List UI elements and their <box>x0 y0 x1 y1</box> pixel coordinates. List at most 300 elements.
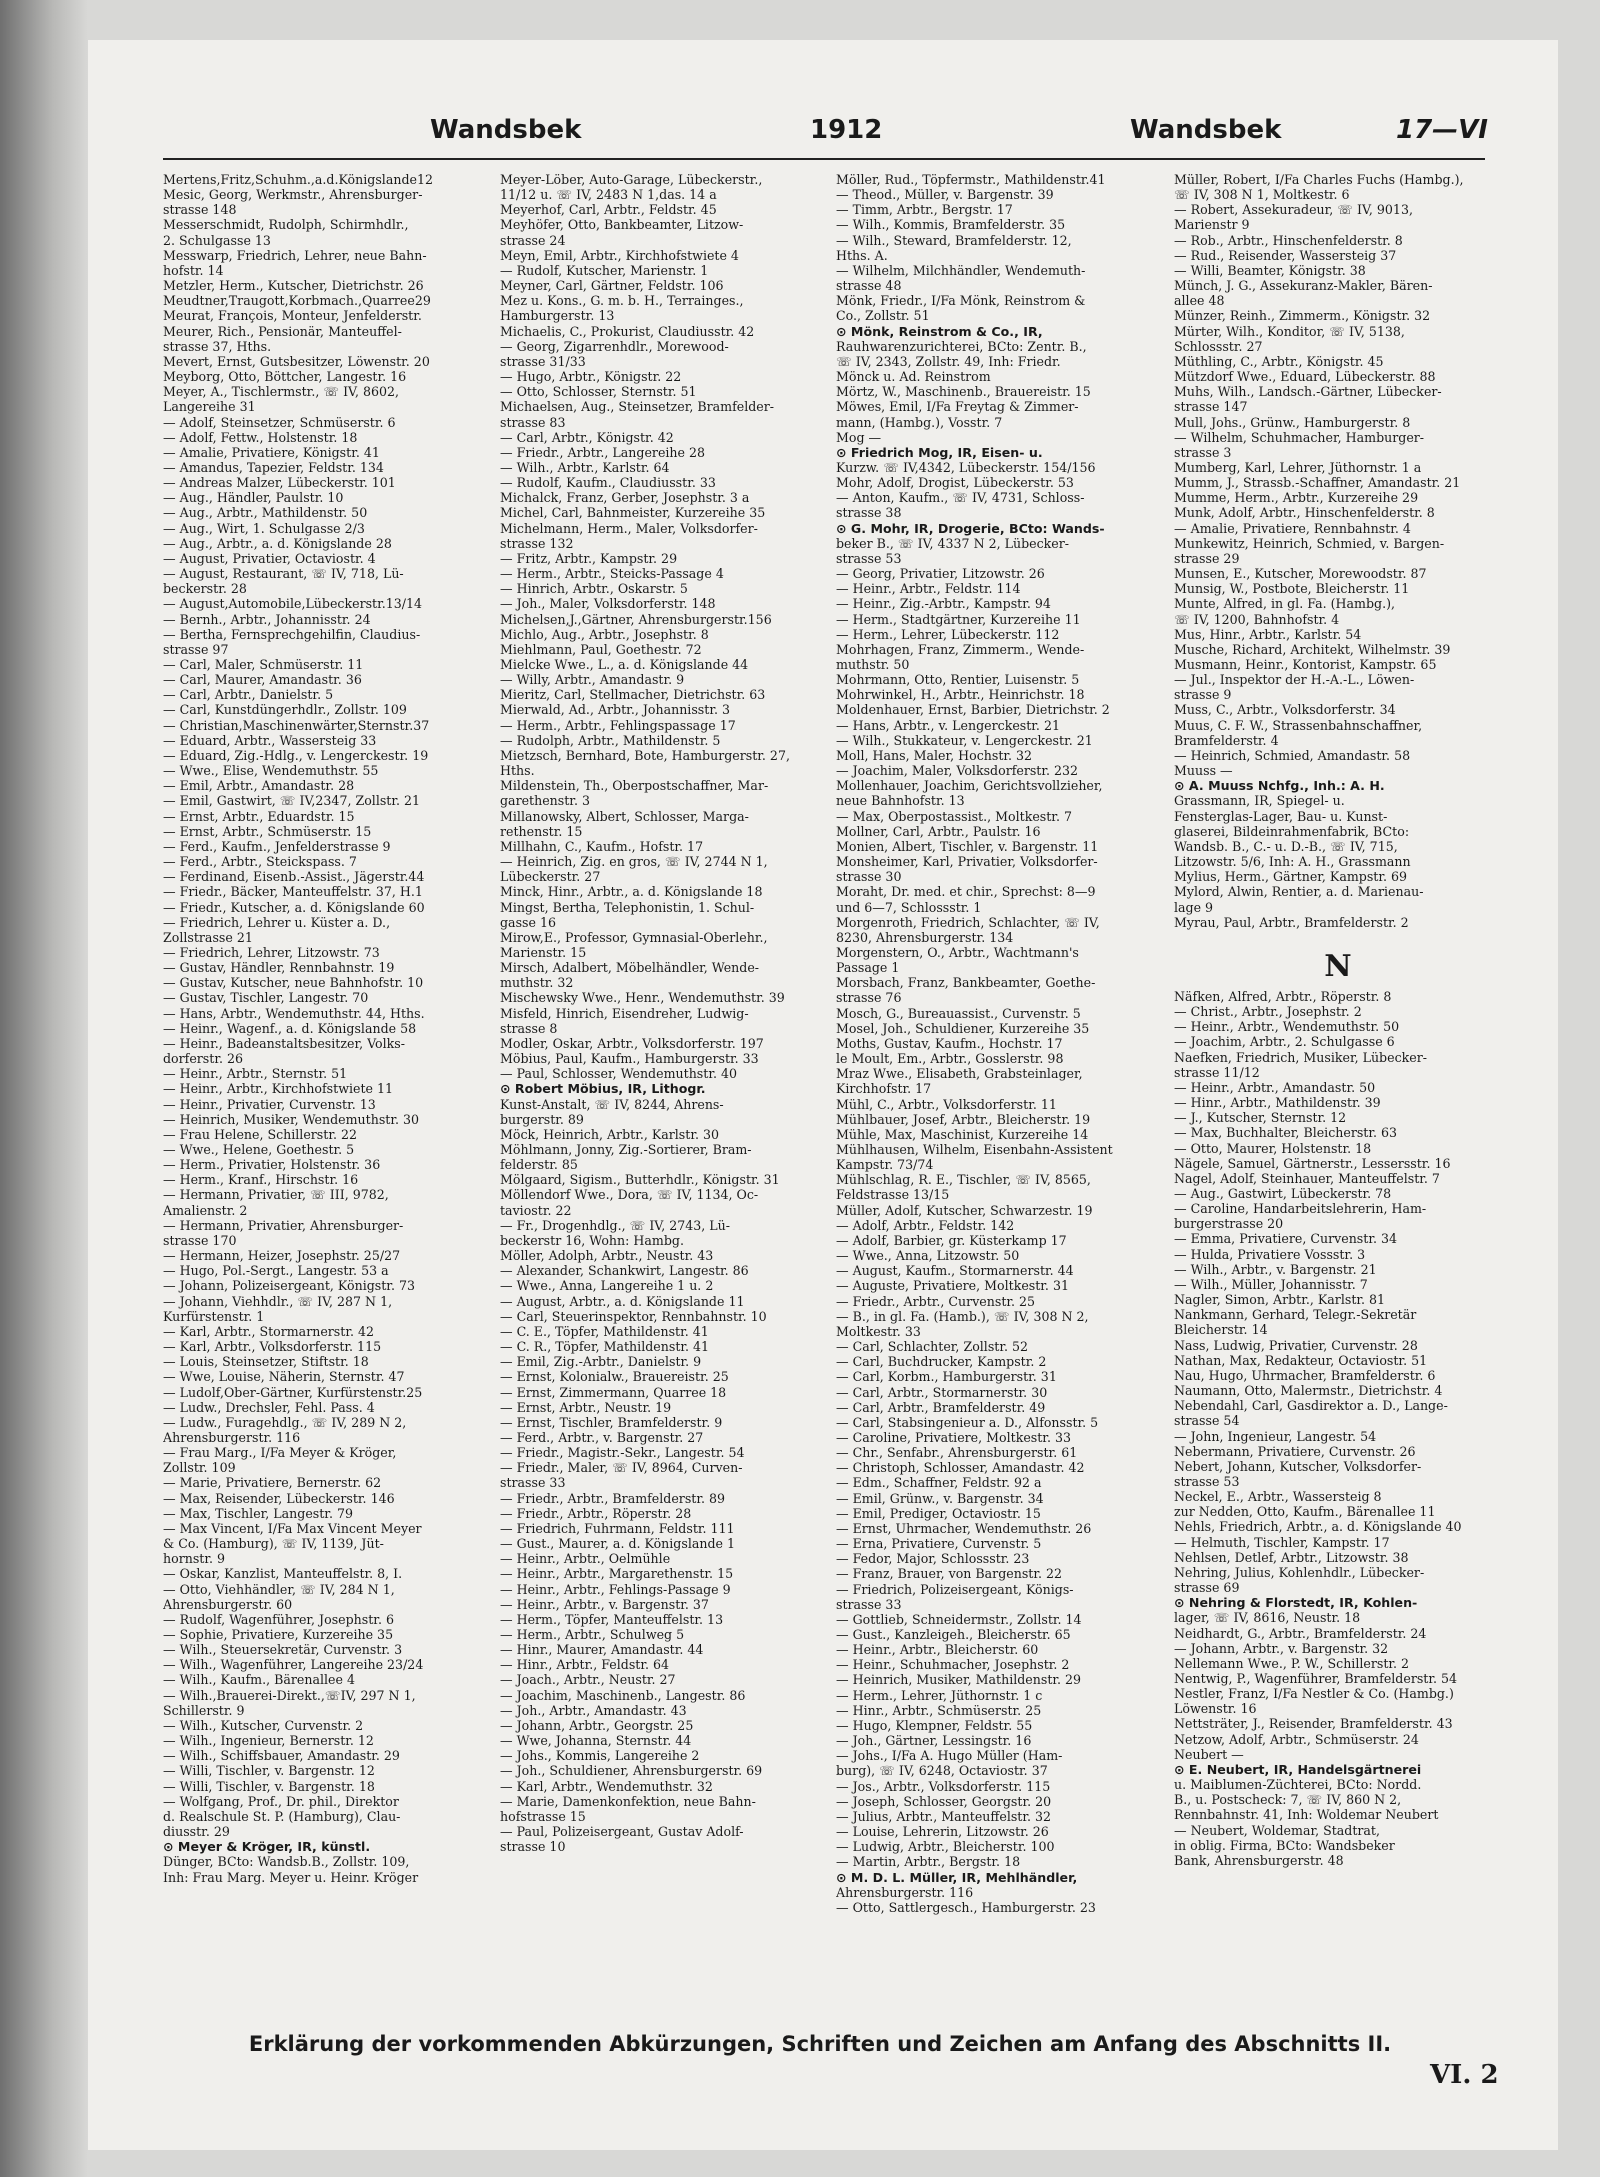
directory-entry: muthstr. 50 <box>836 657 910 672</box>
directory-entry: — August, Restaurant, ☏ IV, 718, Lü- <box>163 566 404 582</box>
directory-entry: in oblig. Firma, BCto: Wandsbeker <box>1174 1837 1395 1853</box>
directory-entry: garethenstr. 3 <box>500 793 590 809</box>
directory-entry: Kunst-Anstalt, ☏ IV, 8244, Ahrens- <box>500 1096 724 1112</box>
directory-entry: — Carl, Arbtr., Bramfelderstr. 49 <box>836 1399 1046 1415</box>
directory-entry: strasse 11/12 <box>1174 1064 1260 1080</box>
directory-entry: — Carl, Kunstdüngerhdlr., Zollstr. 109 <box>163 702 407 718</box>
directory-entry: strasse 30 <box>836 869 902 885</box>
directory-entry: Grassmann, IR, Spiegel- u. <box>1174 793 1345 809</box>
directory-entry: — Wilh., Schiffsbauer, Amandastr. 29 <box>163 1748 400 1764</box>
directory-entry: Meyborg, Otto, Böttcher, Langestr. 16 <box>163 369 407 385</box>
directory-entry: — Wilh., Ingenieur, Bernerstr. 12 <box>163 1733 374 1749</box>
directory-entry: burgerstr. 89 <box>500 1111 584 1127</box>
directory-entry: — C. R., Töpfer, Mathildenstr. 41 <box>500 1339 710 1355</box>
directory-entry: — Aug., Wirt, 1. Schulgasse 2/3 <box>163 520 365 536</box>
directory-entry: Nettsträter, J., Reisender, Bramfelderstr. 43 <box>1174 1716 1453 1732</box>
directory-entry: — Joach., Arbtr., Neustr. 27 <box>500 1672 676 1688</box>
directory-entry: Bleicherstr. 14 <box>1174 1322 1268 1338</box>
directory-entry: Muhs, Wilh., Landsch.-Gärtner, Lübecker- <box>1174 384 1442 400</box>
directory-entry: — Carl, Stabsingenieur a. D., Alfonsstr. 5 <box>836 1414 1099 1430</box>
directory-entry: — Heinrich, Musiker, Mathildenstr. 29 <box>836 1672 1082 1688</box>
directory-entry: — Joachim, Arbtr., 2. Schulgasse 6 <box>1174 1034 1395 1050</box>
directory-entry: — Amalie, Privatiere, Rennbahnstr. 4 <box>1174 520 1411 536</box>
directory-entry: Müthling, C., Arbtr., Königstr. 45 <box>1174 353 1384 369</box>
directory-entry: — Hermann, Privatier, ☏ III, 9782, <box>163 1187 389 1203</box>
directory-entry: — Adolf, Arbtr., Feldstr. 142 <box>836 1217 1015 1233</box>
directory-entry: — Marie, Damenkonfektion, neue Bahn- <box>500 1793 756 1809</box>
directory-entry: — Rudolph, Arbtr., Mathildenstr. 5 <box>500 732 721 748</box>
directory-entry: Netzow, Adolf, Arbtr., Schmüserstr. 24 <box>1174 1731 1419 1747</box>
directory-entry: — Emil, Arbtr., Amandastr. 28 <box>163 778 355 794</box>
directory-entry: ⊙ Nehring & Florstedt, IR, Kohlen- <box>1174 1595 1418 1611</box>
directory-entry: strasse 147 <box>1174 399 1248 415</box>
directory-entry: Möhlmann, Jonny, Zig.-Sortierer, Bram- <box>500 1142 752 1157</box>
directory-entry: — Hugo, Pol.-Sergt., Langestr. 53 a <box>163 1263 389 1279</box>
directory-entry: Bank, Ahrensburgerstr. 48 <box>1174 1852 1344 1868</box>
letter-heading: N <box>1324 948 1352 984</box>
directory-entry <box>1174 930 1502 945</box>
directory-entry: ⊙ Friedrich Mog, IR, Eisen- u. <box>836 444 1043 460</box>
directory-entry: strasse 76 <box>836 990 902 1006</box>
directory-entry: Nankmann, Gerhard, Telegr.-Sekretär <box>1174 1307 1417 1323</box>
column-3 <box>836 172 1164 2020</box>
directory-entry: — Friedr., Maler, ☏ IV, 8964, Curven- <box>500 1460 743 1476</box>
directory-entry: Müller, Robert, I/Fa Charles Fuchs (Hambg.), <box>1174 172 1464 187</box>
directory-entry: — Herm., Arbtr., Fehlingspassage 17 <box>500 717 736 733</box>
directory-entry: — Heinr., Arbtr., Feldstr. 114 <box>836 581 1021 597</box>
directory-entry: Naefken, Friedrich, Musiker, Lübecker- <box>1174 1049 1427 1065</box>
directory-entry: Myrau, Paul, Arbtr., Bramfelderstr. 2 <box>1174 914 1409 930</box>
directory-entry: — Wilh., Stukkateur, v. Lengerckestr. 21 <box>836 732 1093 748</box>
directory-entry: Kirchhofstr. 17 <box>836 1081 932 1097</box>
directory-entry: Lübeckerstr. 27 <box>500 869 601 885</box>
directory-entry: — Wilh.,Brauerei-Direkt.,☏IV, 297 N 1, <box>163 1687 416 1703</box>
directory-entry: Mosel, Joh., Schuldiener, Kurzereihe 35 <box>836 1020 1090 1036</box>
column-2 <box>500 172 828 2020</box>
directory-entry: — Joseph, Schlosser, Georgstr. 20 <box>836 1793 1052 1809</box>
directory-entry: Neubert — <box>1174 1746 1244 1762</box>
directory-entry: — Auguste, Privatiere, Moltkestr. 31 <box>836 1278 1069 1294</box>
directory-entry: 8230, Ahrensburgerstr. 134 <box>836 929 1014 945</box>
directory-entry: Muuss — <box>1174 763 1233 779</box>
directory-entry: — Rudolf, Kutscher, Marienstr. 1 <box>500 262 709 278</box>
directory-entry: Mühle, Max, Maschinist, Kurzereihe 14 <box>836 1126 1089 1142</box>
directory-entry: Michelmann, Herm., Maler, Volksdorfer- <box>500 520 758 536</box>
directory-entry: Morsbach, Franz, Bankbeamter, Goethe- <box>836 975 1096 991</box>
directory-entry: — Wilhelm, Milchhändler, Wendemuth- <box>836 262 1086 278</box>
directory-entry: strasse 148 <box>163 202 237 218</box>
directory-entry: — Johann, Viehhdlr., ☏ IV, 287 N 1, <box>163 1293 393 1309</box>
page-header <box>430 115 1490 155</box>
directory-entry: — Otto, Viehhändler, ☏ IV, 284 N 1, <box>163 1581 395 1597</box>
directory-entry: — Carl, Arbtr., Danielstr. 5 <box>163 687 334 703</box>
directory-entry: — Louis, Steinsetzer, Stiftstr. 18 <box>163 1354 369 1370</box>
directory-entry: — Wilh., Wagenführer, Langereihe 23/24 <box>163 1657 424 1673</box>
directory-entry: — Ferd., Kaufm., Jenfelderstrasse 9 <box>163 838 391 854</box>
directory-entry: Michaelis, C., Prokurist, Claudiusstr. 42 <box>500 323 755 339</box>
directory-entry: strasse 132 <box>500 535 574 551</box>
directory-entry: Morgenroth, Friedrich, Schlachter, ☏ IV, <box>836 914 1100 930</box>
directory-entry: Meudtner,Traugott,Korbmach.,Quarree29 <box>163 293 431 309</box>
directory-entry: — Frau Helene, Schillerstr. 22 <box>163 1126 358 1142</box>
directory-entry: burgerstrasse 20 <box>1174 1216 1284 1232</box>
directory-entry: — Aug., Händler, Paulstr. 10 <box>163 490 344 506</box>
directory-entry: Löwenstr. 16 <box>1174 1701 1257 1717</box>
directory-entry: — Wwe., Anna, Litzowstr. 50 <box>836 1248 1020 1264</box>
directory-entry: — Johs., I/Fa A. Hugo Müller (Ham- <box>836 1748 1063 1764</box>
directory-entry: — Emma, Privatiere, Curvenstr. 34 <box>1174 1231 1397 1247</box>
directory-entry: — Heinr., Arbtr., Kirchhofstwiete 11 <box>163 1081 394 1097</box>
directory-entry: Mosch, G., Bureauassist., Curvenstr. 5 <box>836 1005 1081 1021</box>
directory-entry: — Aug., Arbtr., Mathildenstr. 50 <box>163 505 368 521</box>
directory-entry: — Friedr., Magistr.-Sekr., Langestr. 54 <box>500 1445 745 1461</box>
directory-entry: — August, Arbtr., a. d. Königslande 11 <box>500 1293 745 1309</box>
directory-entry: strasse 83 <box>500 414 566 430</box>
directory-entry: — Otto, Maurer, Holstenstr. 18 <box>1174 1140 1372 1156</box>
directory-entry: Bramfelderstr. 4 <box>1174 732 1279 748</box>
directory-entry: Mohr, Adolf, Drogist, Lübeckerstr. 53 <box>836 475 1074 491</box>
directory-entry: — John, Ingenieur, Langestr. 54 <box>1174 1428 1377 1444</box>
directory-entry: — Ferd., Arbtr., Steickspass. 7 <box>163 854 357 870</box>
directory-entry: und 6—7, Schlossstr. 1 <box>836 899 982 915</box>
directory-entry: — Wilh., Arbtr., v. Bargenstr. 21 <box>1174 1261 1377 1277</box>
directory-entry: — Wilh., Arbtr., Karlstr. 64 <box>500 459 670 475</box>
directory-entry: — Hulda, Privatiere Vossstr. 3 <box>1174 1246 1366 1262</box>
directory-entry: — Heinr., Privatier, Curvenstr. 13 <box>163 1096 376 1112</box>
directory-entry: strasse 38 <box>836 505 902 521</box>
directory-entry: Mollenhauer, Joachim, Gerichtsvollzieher, <box>836 778 1103 794</box>
directory-entry: — Friedr., Bäcker, Manteuffelstr. 37, H.1 <box>163 884 423 900</box>
directory-entry: Mus, Hinr., Arbtr., Karlstr. 54 <box>1174 626 1362 642</box>
directory-entry: Nentwig, P., Wagenführer, Bramfelderstr. 54 <box>1174 1671 1458 1686</box>
directory-entry: — Heinr., Zig.-Arbtr., Kampstr. 94 <box>836 596 1051 612</box>
directory-entry: — Wilh., Kommis, Bramfelderstr. 35 <box>836 217 1066 233</box>
directory-entry: Mühlschlag, R. E., Tischler, ☏ IV, 8565, <box>836 1172 1091 1188</box>
directory-entry: Kurfürstenstr. 1 <box>163 1308 265 1324</box>
directory-entry: Mischewsky Wwe., Henr., Wendemuthstr. 39 <box>500 990 785 1006</box>
directory-entry: — Max, Tischler, Langestr. 79 <box>163 1505 353 1521</box>
directory-entry: diusstr. 29 <box>163 1824 230 1840</box>
directory-entry: — Joh., Gärtner, Lessingstr. 16 <box>836 1733 1032 1749</box>
directory-entry: — Christian,Maschinenwärter,Sternstr.37 <box>163 717 430 733</box>
directory-entry: — Wilh., Steuersekretär, Curvenstr. 3 <box>163 1642 403 1658</box>
directory-entry: — Friedr., Arbtr., Curvenstr. 25 <box>836 1293 1036 1309</box>
directory-entry: Mierwald, Ad., Arbtr., Johannisstr. 3 <box>500 702 730 718</box>
directory-entry: Litzowstr. 5/6, Inh: A. H., Grassmann <box>1174 854 1411 870</box>
directory-entry: Mertens,Fritz,Schuhm.,a.d.Königslande12 <box>163 172 433 187</box>
directory-entry: & Co. (Hamburg), ☏ IV, 1139, Jüt- <box>163 1536 384 1552</box>
directory-entry: — Rudolf, Kaufm., Claudiusstr. 33 <box>500 475 716 491</box>
directory-entry: Musche, Richard, Architekt, Wilhelmstr. 39 <box>1174 641 1451 657</box>
directory-entry: Mevert, Ernst, Gutsbesitzer, Löwenstr. 20 <box>163 353 430 369</box>
directory-entry: Minck, Hinr., Arbtr., a. d. Königslande 18 <box>500 884 763 900</box>
directory-entry: — Caroline, Handarbeitslehrerin, Ham- <box>1174 1201 1427 1217</box>
directory-entry: — Emil, Gastwirt, ☏ IV,2347, Zollstr. 21 <box>163 793 421 809</box>
directory-entry: Mützdorf Wwe., Eduard, Lübeckerstr. 88 <box>1174 369 1436 385</box>
directory-entry: Meyn, Emil, Arbtr., Kirchhofstwiete 4 <box>500 247 739 263</box>
directory-entry: Co., Zollstr. 51 <box>836 308 930 324</box>
directory-entry: Naumann, Otto, Malermstr., Dietrichstr. 4 <box>1174 1383 1443 1399</box>
directory-entry: — Gustav, Tischler, Langestr. 70 <box>163 990 369 1006</box>
directory-entry: — Friedrich, Fuhrmann, Feldstr. 111 <box>500 1520 735 1536</box>
directory-entry: — Carl, Arbtr., Stormarnerstr. 30 <box>836 1384 1048 1400</box>
directory-entry: Messwarp, Friedrich, Lehrer, neue Bahn- <box>163 247 427 263</box>
directory-entry: Schillerstr. 9 <box>163 1702 245 1718</box>
directory-entry: strasse 8 <box>500 1020 558 1036</box>
directory-entry: Mönck u. Ad. Reinstrom <box>836 369 991 385</box>
directory-entry: — Bertha, Fernsprechgehilfin, Claudius- <box>163 626 421 642</box>
directory-entry: — Carl, Maurer, Amandastr. 36 <box>163 672 362 688</box>
directory-entry: ☏ IV, 2343, Zollstr. 49, Inh: Friedr. <box>836 353 1061 369</box>
directory-entry: — Max, Buchhalter, Bleicherstr. 63 <box>1174 1125 1398 1141</box>
directory-entry: Mylius, Herm., Gärtner, Kampstr. 69 <box>1174 869 1408 885</box>
directory-entry: Amalienstr. 2 <box>163 1202 248 1218</box>
header-right: Wandsbek <box>1130 115 1282 145</box>
directory-entry: — Andreas Malzer, Lübeckerstr. 101 <box>163 475 396 491</box>
directory-entry: Mönk, Friedr., I/Fa Mönk, Reinstrom & <box>836 293 1086 309</box>
directory-entry: strasse 37, Hths. <box>163 338 272 354</box>
directory-entry: — Ernst, Kolonialw., Brauereistr. 25 <box>500 1369 729 1385</box>
directory-entry: — Gust., Kanzleigeh., Bleicherstr. 65 <box>836 1627 1071 1642</box>
directory-entry: Mietzsch, Bernhard, Bote, Hamburgerstr. 27, <box>500 747 790 763</box>
directory-entry: ⊙ E. Neubert, IR, Handelsgärtnerei <box>1174 1761 1422 1777</box>
directory-entry: — Heinr., Arbtr., Fehlings-Passage 9 <box>500 1581 731 1597</box>
directory-entry: Nehls, Friedrich, Arbtr., a. d. Königslande 40 <box>1174 1519 1462 1535</box>
directory-entry: d. Realschule St. P. (Hamburg), Clau- <box>163 1808 401 1824</box>
directory-entry: burg), ☏ IV, 6248, Octaviostr. 37 <box>836 1763 1048 1779</box>
directory-entry: — Heinr., Arbtr., Oelmühle <box>500 1551 671 1567</box>
directory-entry: — Aug., Gastwirt, Lübeckerstr. 78 <box>1174 1186 1392 1201</box>
directory-entry: Mörtz, W., Maschinenb., Brauereistr. 15 <box>836 384 1091 400</box>
directory-entry: — Joh., Maler, Volksdorferstr. 148 <box>500 596 716 612</box>
directory-entry: — Amalie, Privatiere, Königstr. 41 <box>163 444 380 460</box>
directory-entry: — Robert, Assekuradeur, ☏ IV, 9013, <box>1174 202 1413 218</box>
directory-entry: — Wwe., Anna, Langereihe 1 u. 2 <box>500 1278 714 1294</box>
directory-entry: — Hans, Arbtr., v. Lengerckestr. 21 <box>836 717 1060 733</box>
directory-entry: — Herm., Kranf., Hirschstr. 16 <box>163 1172 359 1188</box>
directory-entry: Müller, Adolf, Kutscher, Schwarzestr. 19 <box>836 1202 1093 1218</box>
directory-entry: — Friedr., Arbtr., Bramfelderstr. 89 <box>500 1490 726 1506</box>
directory-entry: ⊙ Mönk, Reinstrom & Co., IR, <box>836 323 1043 339</box>
directory-entry: Millanowsky, Albert, Schlosser, Marga- <box>500 808 749 824</box>
directory-entry: — Adolf, Barbier, gr. Küsterkamp 17 <box>836 1232 1067 1248</box>
directory-entry: — Joachim, Maschinenb., Langestr. 86 <box>500 1687 746 1703</box>
directory-entry: Münch, J. G., Assekuranz-Makler, Bären- <box>1174 278 1433 294</box>
directory-entry: — Herm., Lehrer, Jüthornstr. 1 c <box>836 1687 1043 1703</box>
directory-entry: Münzer, Reinh., Zimmerm., Königstr. 32 <box>1174 308 1431 324</box>
directory-entry: — Neubert, Woldemar, Stadtrat, <box>1174 1822 1381 1838</box>
directory-entry: hofstr. 14 <box>163 262 224 278</box>
directory-entry: — Rob., Arbtr., Hinschenfelderstr. 8 <box>1174 232 1403 248</box>
directory-entry: — Fritz, Arbtr., Kampstr. 29 <box>500 550 678 566</box>
directory-entry: — Hans, Arbtr., Wendemuthstr. 44, Hths. <box>163 1005 425 1021</box>
directory-entry: Nau, Hugo, Uhrmacher, Bramfelderstr. 6 <box>1174 1367 1436 1383</box>
directory-entry: Mühl, C., Arbtr., Volksdorferstr. 11 <box>836 1096 1057 1112</box>
directory-entry: Nellemann Wwe., P. W., Schillerstr. 2 <box>1174 1655 1410 1671</box>
directory-entry: — Willi, Tischler, v. Bargenstr. 18 <box>163 1778 375 1794</box>
directory-entry: Mölgaard, Sigism., Butterhdlr., Königstr. 31 <box>500 1172 780 1188</box>
directory-entry: — Friedr., Kutscher, a. d. Königslande 60 <box>163 899 425 915</box>
directory-entry: Munkewitz, Heinrich, Schmied, v. Bargen- <box>1174 535 1445 551</box>
directory-entry: — Paul, Schlosser, Wendemuthstr. 40 <box>500 1066 737 1082</box>
directory-entry: — Eduard, Zig.-Hdlg., v. Lengerckestr. 19 <box>163 747 429 763</box>
directory-entry: — Bernh., Arbtr., Johannisstr. 24 <box>163 611 371 627</box>
directory-entry: — Johs., Kommis, Langereihe 2 <box>500 1748 700 1764</box>
directory-entry: Messerschmidt, Rudolph, Schirmhdlr., <box>163 217 409 233</box>
directory-entry: — Chr., Senfabr., Ahrensburgerstr. 61 <box>836 1445 1078 1461</box>
directory-entry: strasse 54 <box>1174 1413 1240 1429</box>
directory-entry: — Paul, Polizeisergeant, Gustav Adolf- <box>500 1824 744 1840</box>
directory-entry: — Heinr., Arbtr., Bleicherstr. 60 <box>836 1642 1039 1658</box>
directory-entry: Möller, Rud., Töpfermstr., Mathildenstr.41 <box>836 172 1106 187</box>
directory-entry: — Ludw., Drechsler, Fehl. Pass. 4 <box>163 1399 375 1415</box>
directory-entry: Mylord, Alwin, Rentier, a. d. Marienau- <box>1174 884 1424 900</box>
directory-entry: Miehlmann, Paul, Goethestr. 72 <box>500 641 702 657</box>
directory-entry: — Johann, Arbtr., Georgstr. 25 <box>500 1717 694 1733</box>
directory-entry: — Heinrich, Zig. en gros, ☏ IV, 2744 N 1, <box>500 854 768 870</box>
header-year: 1912 <box>810 115 883 145</box>
directory-entry: Marienstr. 15 <box>500 944 587 960</box>
directory-entry: strasse 24 <box>500 232 566 248</box>
directory-entry: taviostr. 22 <box>500 1202 572 1218</box>
directory-entry: — Heinrich, Musiker, Wendemuthstr. 30 <box>163 1111 420 1127</box>
directory-entry: — Johann, Polizeisergeant, Königstr. 73 <box>163 1278 415 1294</box>
directory-entry: strasse 33 <box>836 1596 902 1612</box>
directory-entry: Möllendorf Wwe., Dora, ☏ IV, 1134, Oc- <box>500 1187 759 1203</box>
directory-entry: dorferstr. 26 <box>163 1051 243 1067</box>
directory-entry: Mielcke Wwe., L., a. d. Königslande 44 <box>500 657 749 672</box>
directory-entry: Nebendahl, Carl, Gasdirektor a. D., Lange- <box>1174 1398 1448 1414</box>
directory-entry: Nehring, Julius, Kohlenhdlr., Lübecker- <box>1174 1564 1425 1580</box>
directory-entry: — August, Privatier, Octaviostr. 4 <box>163 550 376 566</box>
directory-entry: — Anton, Kaufm., ☏ IV, 4731, Schloss- <box>836 490 1085 506</box>
directory-entry: Mildenstein, Th., Oberpostschaffner, Mar- <box>500 778 769 794</box>
directory-entry: — Heinr., Arbtr., Wendemuthstr. 50 <box>1174 1019 1400 1035</box>
directory-entry: — Wwe, Louise, Näherin, Sternstr. 47 <box>163 1369 405 1385</box>
directory-entry: — Hugo, Klempner, Feldstr. 55 <box>836 1717 1033 1733</box>
directory-entry: — Ferdinand, Eisenb.-Assist., Jägerstr.44 <box>163 869 425 885</box>
directory-entry: Näfken, Alfred, Arbtr., Röperstr. 8 <box>1174 988 1392 1004</box>
directory-entry: — Oskar, Kanzlist, Manteuffelstr. 8, I. <box>163 1566 403 1582</box>
directory-entry: Mohrhagen, Franz, Zimmerm., Wende- <box>836 641 1085 657</box>
directory-entry: — Karl, Arbtr., Wendemuthstr. 32 <box>500 1778 713 1794</box>
directory-entry: Rauhwarenzurichterei, BCto: Zentr. B., <box>836 338 1087 354</box>
directory-entry: — Herm., Privatier, Holstenstr. 36 <box>163 1157 381 1173</box>
directory-entry: — Gust., Maurer, a. d. Königslande 1 <box>500 1536 736 1552</box>
directory-entry: gasse 16 <box>500 914 556 930</box>
directory-entry: — Friedr., Arbtr., Röperstr. 28 <box>500 1505 692 1521</box>
directory-entry: — Willi, Beamter, Königstr. 38 <box>1174 262 1366 278</box>
directory-entry: Schlossstr. 27 <box>1174 338 1263 354</box>
directory-entry: Hamburgerstr. 13 <box>500 308 615 324</box>
directory-entry: Möck, Heinrich, Arbtr., Karlstr. 30 <box>500 1126 719 1142</box>
directory-entry: — Wwe., Helene, Goethestr. 5 <box>163 1142 355 1157</box>
directory-entry: strasse 69 <box>1174 1580 1240 1596</box>
directory-entry: — Carl, Arbtr., Königstr. 42 <box>500 429 674 445</box>
directory-entry: Rennbahnstr. 41, Inh: Woldemar Neubert <box>1174 1807 1439 1823</box>
directory-entry: Dünger, BCto: Wandsb.B., Zollstr. 109, <box>163 1854 410 1870</box>
directory-entry: u. Maiblumen-Züchterei, BCto: Nordd. <box>1174 1777 1422 1793</box>
directory-entry: Mumme, Herm., Arbtr., Kurzereihe 29 <box>1174 490 1419 506</box>
directory-entry: Muss, C., Arbtr., Volksdorferstr. 34 <box>1174 702 1396 718</box>
directory-entry: Moltkestr. 33 <box>836 1323 921 1339</box>
directory-entry: Nebert, Johann, Kutscher, Volksdorfer- <box>1174 1458 1422 1474</box>
directory-entry: — Herm., Lehrer, Lübeckerstr. 112 <box>836 626 1060 642</box>
header-left: Wandsbek <box>430 115 582 145</box>
directory-entry: Moldenhauer, Ernst, Barbier, Dietrichstr. 2 <box>836 702 1110 718</box>
directory-entry: Nägele, Samuel, Gärtnerstr., Lessersstr. 16 <box>1174 1155 1451 1171</box>
directory-entry: — Aug., Arbtr., a. d. Königslande 28 <box>163 535 392 551</box>
directory-entry: — Friedr., Arbtr., Langereihe 28 <box>500 444 706 460</box>
directory-entry: mann, (Hambg.), Vosstr. 7 <box>836 414 1003 430</box>
column-4 <box>1174 172 1502 2020</box>
directory-entry: — Heinr., Wagenf., a. d. Königslande 58 <box>163 1020 417 1036</box>
directory-entry: lage 9 <box>1174 899 1214 915</box>
directory-entry: — Marie, Privatiere, Bernerstr. 62 <box>163 1475 382 1491</box>
directory-entry: 11/12 u. ☏ IV, 2483 N 1,das. 14 a <box>500 187 717 203</box>
directory-entry: — Max, Reisender, Lübeckerstr. 146 <box>163 1490 395 1506</box>
directory-entry: Nagler, Simon, Arbtr., Karlstr. 81 <box>1174 1292 1386 1308</box>
directory-entry: — Rud., Reisender, Wassersteig 37 <box>1174 247 1397 263</box>
directory-entry: — Georg, Privatier, Litzowstr. 26 <box>836 566 1045 582</box>
directory-entry: rethenstr. 15 <box>500 823 583 839</box>
directory-entry: — Eduard, Arbtr., Wassersteig 33 <box>163 732 377 748</box>
directory-entry: strasse 170 <box>163 1232 237 1248</box>
directory-entry: Nathan, Max, Redakteur, Octaviostr. 51 <box>1174 1352 1428 1368</box>
directory-entry: Mumberg, Karl, Lehrer, Jüthornstr. 1 a <box>1174 459 1422 475</box>
directory-entry: — Hinrich, Arbtr., Oskarstr. 5 <box>500 581 688 597</box>
directory-entry: — Wilh., Steward, Bramfelderstr. 12, <box>836 232 1072 248</box>
directory-entry: strasse 53 <box>836 550 902 566</box>
directory-entry: — Joachim, Maler, Volksdorferstr. 232 <box>836 763 1079 779</box>
directory-entry: Monien, Albert, Tischler, v. Bargenstr. 11 <box>836 838 1099 854</box>
directory-entry: — Frau Marg., I/Fa Meyer & Kröger, <box>163 1445 397 1461</box>
directory-entry: — Helmuth, Tischler, Kampstr. 17 <box>1174 1534 1390 1550</box>
directory-entry: Mez u. Kons., G. m. b. H., Terrainges., <box>500 293 744 309</box>
directory-entry: glaserei, Bildeinrahmenfabrik, BCto: <box>1174 823 1410 839</box>
directory-entry: Munsig, W., Postbote, Bleicherstr. 11 <box>1174 581 1410 597</box>
directory-entry: — Carl, Maler, Schmüserstr. 11 <box>163 657 364 672</box>
directory-entry: ☏ IV, 308 N 1, Moltkestr. 6 <box>1174 187 1350 203</box>
directory-entry: — Heinr., Schuhmacher, Josephstr. 2 <box>836 1657 1070 1673</box>
directory-entry: — Heinr., Arbtr., Amandastr. 50 <box>1174 1079 1376 1095</box>
directory-entry: 2. Schulgasse 13 <box>163 232 271 248</box>
directory-entry: — B., in gl. Fa. (Hamb.), ☏ IV, 308 N 2, <box>836 1308 1089 1324</box>
directory-entry: Ahrensburgerstr. 116 <box>163 1429 301 1445</box>
directory-entry: Morgenstern, O., Arbtr., Wachtmann's <box>836 944 1079 960</box>
directory-entry: Nebermann, Privatiere, Curvenstr. 26 <box>1174 1443 1416 1459</box>
directory-entry: — Willy, Arbtr., Amandastr. 9 <box>500 672 685 688</box>
directory-entry: — Hugo, Arbtr., Königstr. 22 <box>500 369 682 385</box>
directory-entry: strasse 31/33 <box>500 353 586 369</box>
directory-entry: — Max, Oberpostassist., Moltkestr. 7 <box>836 808 1072 824</box>
directory-entry: — Caroline, Privatiere, Moltkestr. 33 <box>836 1429 1071 1445</box>
directory-entry: — Edm., Schaffner, Feldstr. 92 a <box>836 1475 1042 1491</box>
directory-entry: beckerstr. 28 <box>163 581 247 597</box>
directory-entry: — Johann, Arbtr., v. Bargenstr. 32 <box>1174 1640 1389 1656</box>
directory-entry: Hths. A. <box>836 247 888 263</box>
directory-entry: Marienstr 9 <box>1174 217 1250 233</box>
directory-entry: — Wolfgang, Prof., Dr. phil., Direktor <box>163 1793 399 1809</box>
directory-entry: Wandsb. B., C.- u. D.-B., ☏ IV, 715, <box>1174 838 1398 854</box>
directory-entry: — Jos., Arbtr., Volksdorferstr. 115 <box>836 1778 1051 1794</box>
directory-entry: — Hinr., Arbtr., Mathildenstr. 39 <box>1174 1095 1381 1111</box>
directory-entry: — Timm, Arbtr., Bergstr. 17 <box>836 202 1013 218</box>
directory-entry: — Franz, Brauer, von Bargenstr. 22 <box>836 1566 1063 1582</box>
directory-entry: Modler, Oskar, Arbtr., Volksdorferstr. 197 <box>500 1035 764 1051</box>
directory-entry: Meyhöfer, Otto, Bankbeamter, Litzow- <box>500 217 744 233</box>
directory-entry: B., u. Postscheck: 7, ☏ IV, 860 N 2, <box>1174 1792 1402 1808</box>
